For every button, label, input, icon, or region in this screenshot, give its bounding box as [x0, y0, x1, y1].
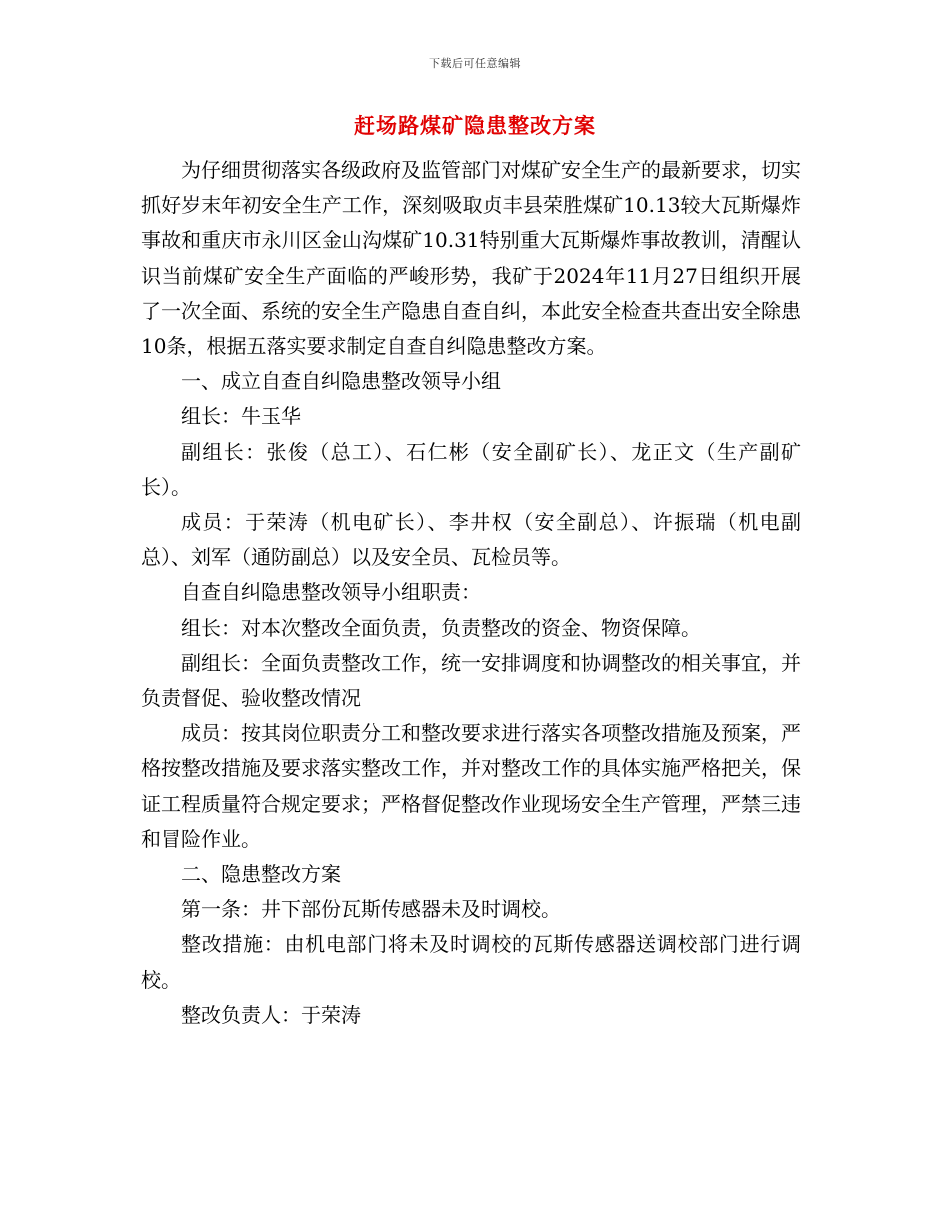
leader-duty-paragraph: 组长：对本次整改全面负责，负责整改的资金、物资保障。 — [181, 615, 701, 640]
article-one: 第一条：井下部份瓦斯传感器未及时调校。 — [181, 897, 561, 922]
deputy-duty-paragraph: 副组长：全面负责整改工作，统一安排调度和协调整改的相关事宜，并负责督促、验收整改情况 — [141, 650, 801, 711]
page-header-note: 下载后可任意编辑 — [429, 57, 521, 70]
group-duties-heading: 自查自纠隐患整改领导小组职责： — [181, 580, 481, 605]
section-heading-leadership-group: 一、成立自查自纠隐患整改领导小组 — [181, 369, 501, 394]
deputy-leader-line: 副组长：张俊（总工）、石仁彬（安全副矿长）、龙正文（生产副矿长）。 — [141, 439, 801, 499]
group-leader-line: 组长：牛玉华 — [181, 404, 301, 429]
members-line: 成员：于荣涛（机电矿长）、李井权（安全副总）、许振瑞（机电副总）、刘军（通防副总）以及安全员、瓦检员等。 — [141, 510, 801, 570]
rectification-measure: 整改措施：由机电部门将未及时调校的瓦斯传感器送调校部门进行调校。 — [141, 932, 801, 992]
document-title: 赶场路煤矿隐患整改方案 — [354, 113, 596, 138]
intro-paragraph: 为仔细贯彻落实各级政府及监管部门对煤矿安全生产的最新要求，切实抓好岁末年初安全生产工作，深刻吸取贞丰县荣胜煤矿10.13较大瓦斯爆炸事故和重庆市永川区金山沟煤矿10.31特别重大瓦斯爆炸事故教训，清醒认识当前煤矿安全生产面临的严峻形势，我矿于2024年11月27日组织开展了一次全面、系统的安全生产隐患自查自纠，本此安全检查共查出安全除患10条，根据五落实要求制定自查自纠隐患整改方案。 — [141, 158, 801, 359]
document-body — [141, 153, 801, 1033]
members-duty-paragraph: 成员：按其岗位职责分工和整改要求进行落实各项整改措施及预案，严格按整改措施及要求落实整改工作，并对整改工作的具体实施严格把关，保证工程质量符合规定要求；严格督促整改作业现场安全生产管理，严禁三违和冒险作业。 — [141, 721, 801, 851]
section-heading-rectification-plan: 二、隐患整改方案 — [181, 862, 341, 887]
rectification-responsible: 整改负责人：于荣涛 — [181, 1002, 361, 1027]
